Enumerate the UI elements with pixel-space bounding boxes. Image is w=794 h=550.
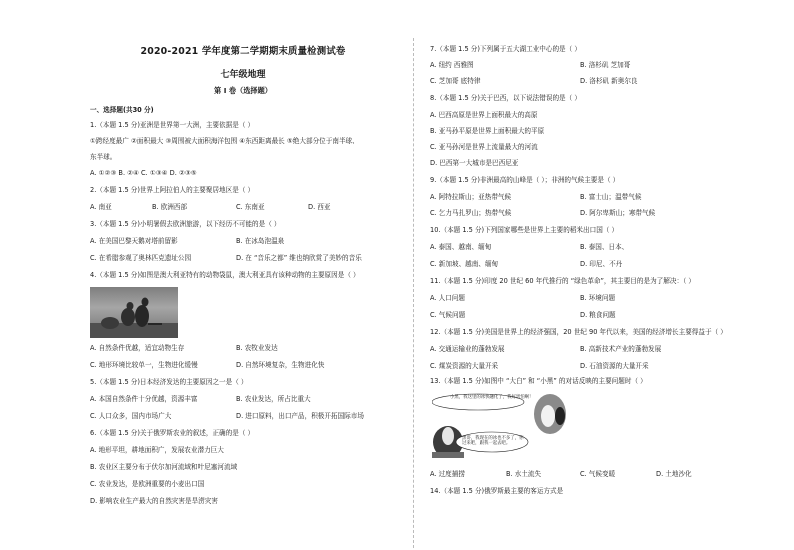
question-9-stem: 9.（本题 1.5 分)非洲最高的山峰是（ ）；非洲的气候主要是（ ） — [430, 176, 620, 184]
question-1-stem: 1.（本题 1.5 分)亚洲是世界第一大洲，主要依据是（ ） — [90, 121, 255, 129]
question-10-stem: 10.（本题 1.5 分)下列国家哪些是世界上主要的稻米出口国（ ） — [430, 226, 619, 234]
question-12-option-b[interactable]: B. 高新技术产业的蓬勃发展 — [580, 345, 662, 353]
question-11-option-d[interactable]: D. 粮食问题 — [580, 311, 616, 319]
question-9-option-d[interactable]: D. 阿尔卑斯山；寒带气候 — [580, 209, 656, 217]
question-13-option-c[interactable]: C. 气候变暖 — [580, 470, 616, 478]
question-3-option-c[interactable]: C. 在希腊参观了奥林匹克遗址公园 — [90, 254, 192, 262]
exam-title: 2020-2021 学年度第二学期期末质量检测试卷 — [140, 46, 346, 57]
question-14-stem: 14.（本题 1.5 分)俄罗斯最主要的客运方式是 — [430, 487, 564, 495]
question-13-option-a[interactable]: A. 过度捕捞 — [430, 470, 465, 478]
question-2-option-b[interactable]: B. 欧洲西部 — [152, 203, 188, 211]
question-5-option-a[interactable]: A. 本国自然条件十分优越，资源丰富 — [90, 395, 198, 403]
question-6-option-c[interactable]: C. 农业发达，是欧洲重要的小麦出口国 — [90, 480, 205, 488]
question-12-option-d[interactable]: D. 石油资源的大量开采 — [580, 362, 649, 370]
question-11-option-a[interactable]: A. 人口问题 — [430, 294, 465, 302]
question-7-stem: 7.（本题 1.5 分)下列属于五大湖工业中心的是（ ） — [430, 45, 581, 53]
volume-label: 第 I 卷（选择题） — [214, 86, 272, 95]
question-1-options[interactable]: A. ①②③ B. ②④ C. ①③④ D. ②③⑤ — [90, 169, 197, 177]
question-5-option-b[interactable]: B. 农业发达，所占比重大 — [236, 395, 311, 403]
question-10-option-c[interactable]: C. 新加坡、越南、缅甸 — [430, 260, 499, 268]
question-9-option-a[interactable]: A. 阿特拉斯山；亚热带气候 — [430, 193, 512, 201]
question-5-option-d[interactable]: D. 进口原料，出口产品，积极开拓国际市场 — [236, 412, 364, 420]
question-13-option-b[interactable]: B. 水土流失 — [506, 470, 542, 478]
question-9-option-b[interactable]: B. 富士山；温带气候 — [580, 193, 642, 201]
question-4-option-d[interactable]: D. 自然环境复杂，生物进化快 — [236, 361, 325, 369]
question-4-option-b[interactable]: B. 农牧业发达 — [236, 344, 278, 352]
question-3-option-a[interactable]: A. 在美国巴黎天鹅对塔前留影 — [90, 237, 178, 245]
speech-bubble-big-white: 小黑，我这里的冰快融化了，我好害怕啊！ — [450, 395, 534, 400]
question-5-stem: 5.（本题 1.5 分)日本经济发达的主要原因之一是（ ） — [90, 378, 248, 386]
kangaroo-photo — [90, 287, 178, 338]
exam-subject: 七年级地理 — [220, 70, 266, 80]
question-2-option-c[interactable]: C. 东南亚 — [236, 203, 265, 211]
question-10-option-b[interactable]: B. 泰国、日本、 — [580, 243, 629, 251]
question-1-statements-cont: 东半球。 — [90, 153, 117, 161]
question-8-option-d[interactable]: D. 巴西第一大城市是巴西尼亚 — [430, 159, 519, 167]
question-2-option-d[interactable]: D. 西亚 — [308, 203, 331, 211]
question-7-option-d[interactable]: D. 洛杉矶 新奥尔良 — [580, 77, 638, 85]
question-3-option-d[interactable]: D. 在 “音乐之都” 维也纳欣赏了美妙的音乐 — [236, 254, 362, 262]
question-12-option-c[interactable]: C. 煤炭资源的大量开采 — [430, 362, 499, 370]
question-11-stem: 11.（本题 1.5 分)印度 20 世纪 60 年代推行的 “绿色革命”，其主要目的是为了解决：（ ） — [430, 277, 696, 285]
question-11-option-b[interactable]: B. 环境问题 — [580, 294, 616, 302]
question-3-option-b[interactable]: B. 在冰岛泡温泉 — [236, 237, 285, 245]
question-8-option-b[interactable]: B. 亚马孙平原是世界上面积最大的平原 — [430, 127, 545, 135]
question-4-option-c[interactable]: C. 地形环境比较单一，生物进化缓慢 — [90, 361, 198, 369]
question-2-option-a[interactable]: A. 南亚 — [90, 203, 112, 211]
question-4-option-a[interactable]: A. 自然条件优越，适宜动物生存 — [90, 344, 185, 352]
question-6-option-b[interactable]: B. 农业区主要分布于伏尔加河流域和叶尼塞河流域 — [90, 463, 238, 471]
question-1-statements: ①跨经度最广 ②面积最大 ③周围被大面积海洋包围 ④东西距离最长 ⑤绝大部分位于南半球、 — [90, 137, 359, 145]
question-8-stem: 8.（本题 1.5 分)关于巴西，以下说法错误的是（ ） — [430, 94, 581, 102]
question-8-option-a[interactable]: A. 巴西高原是世界上面积最大的高原 — [430, 111, 538, 119]
question-11-option-c[interactable]: C. 气候问题 — [430, 311, 466, 319]
column-divider — [413, 38, 414, 548]
question-2-stem: 2.（本题 1.5 分)世界上阿拉伯人的主要聚居地区是（ ） — [90, 186, 255, 194]
speech-bubble-little-black: 黑哥，我现在的冰也不多了，你过来吧，跟我一起去吧。 — [462, 436, 524, 446]
question-12-stem: 12.（本题 1.5 分)美国是世界上的经济强国，20 世纪 90 年代以来，美国的经济增长主要得益于（ ） — [430, 328, 727, 336]
polar-bear-cartoon — [432, 392, 592, 460]
section-heading: 一、选择题(共30 分) — [90, 106, 154, 114]
question-12-option-a[interactable]: A. 交通运输业的蓬勃发展 — [430, 345, 505, 353]
question-7-option-b[interactable]: B. 洛杉矶 芝加哥 — [580, 61, 631, 69]
question-5-option-c[interactable]: C. 人口众多，国内市场广大 — [90, 412, 172, 420]
question-13-option-d[interactable]: D. 土地沙化 — [656, 470, 692, 478]
question-10-option-a[interactable]: A. 泰国、越南、缅甸 — [430, 243, 492, 251]
question-3-stem: 3.（本题 1.5 分)小明暑假去欧洲旅游，以下经历不可能的是（ ） — [90, 220, 281, 228]
question-4-stem: 4.（本题 1.5 分)如图是澳大利亚特有的动物袋鼠，澳大利亚具有该种动物的主要原因是（ ） — [90, 271, 360, 279]
question-6-stem: 6.（本题 1.5 分)关于俄罗斯农业的叙述，正确的是（ ） — [90, 429, 255, 437]
question-9-option-c[interactable]: C. 乞力马扎罗山；热带气候 — [430, 209, 512, 217]
question-6-option-d[interactable]: D. 影响农业生产最大的自然灾害是旱涝灾害 — [90, 497, 218, 505]
question-8-option-c[interactable]: C. 亚马孙河是世界上流量最大的河流 — [430, 143, 538, 151]
question-7-option-a[interactable]: A. 纽约 西雅图 — [430, 61, 474, 69]
question-6-option-a[interactable]: A. 地形平坦，耕地面积广，发展农业潜力巨大 — [90, 446, 224, 454]
question-7-option-c[interactable]: C. 芝加哥 底特律 — [430, 77, 481, 85]
question-10-option-d[interactable]: D. 印尼、不丹 — [580, 260, 623, 268]
question-13-stem: 13.（本题 1.5 分)如图中 “大白” 和 “小黑” 的对话反映的主要问题时（ ） — [430, 377, 647, 385]
